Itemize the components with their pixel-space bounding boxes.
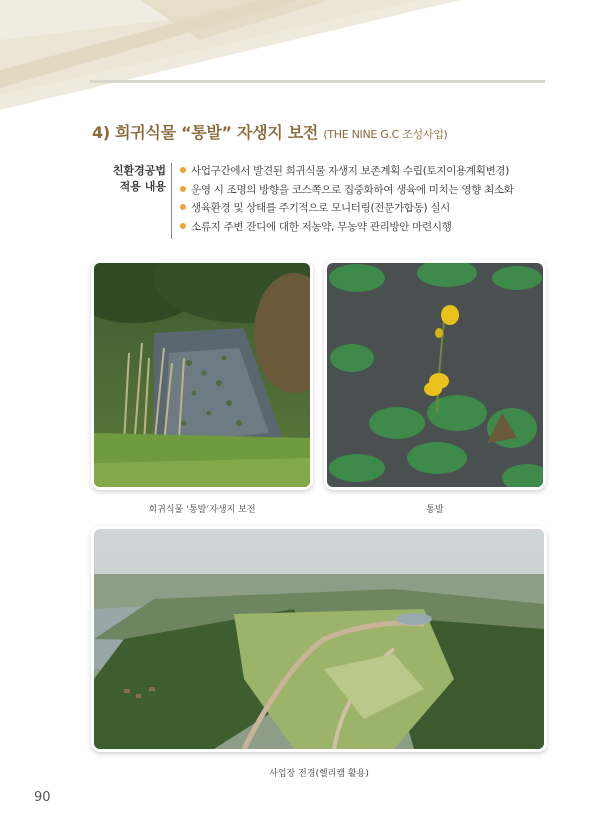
method-list (180, 162, 560, 236)
section-title-text: 4) 희귀식물 “통발” 자생지 보전 (92, 123, 319, 142)
bullet-dot-icon (180, 167, 186, 173)
bullet-dot-icon (180, 223, 186, 229)
habitat-pond-photo (94, 263, 310, 487)
photo2-caption: 통발 (426, 505, 444, 515)
header-decoration (0, 0, 613, 120)
page-number: 90 (34, 790, 51, 805)
list-item: 생육환경 및 상태를 주기적으로 모니터링(전문가합동) 실시 (180, 199, 560, 218)
section-title (92, 120, 562, 144)
bladderwort-photo (327, 263, 543, 487)
list-item: 운영 시 조명의 방향을 코스쪽으로 집중화하여 생육에 미치는 영향 최소화 (180, 181, 560, 200)
section-subtitle: (THE NINE G.C 조성사업) (323, 128, 448, 141)
label-divider (171, 163, 172, 239)
photo1-caption: 희귀식물 ‘통발’자생지 보전 (148, 505, 256, 515)
header-rule (90, 80, 545, 83)
method-label (100, 163, 166, 195)
method-label-line2: 적용 내용 (119, 180, 166, 193)
method-label-line1: 친환경공법 (112, 164, 166, 177)
list-item: 소류지 주변 잔디에 대한 저농약, 무농약 관리방안 마련시행 (180, 218, 560, 237)
bullet-dot-icon (180, 186, 186, 192)
photo3-caption: 사업장 전경(헬리캠 활용) (269, 769, 369, 779)
list-item: 사업구간에서 발견된 희귀식물 자생지 보존계획 수립(토지이용계획변경) (180, 162, 560, 181)
bullet-dot-icon (180, 204, 186, 210)
aerial-site-photo (94, 529, 544, 749)
